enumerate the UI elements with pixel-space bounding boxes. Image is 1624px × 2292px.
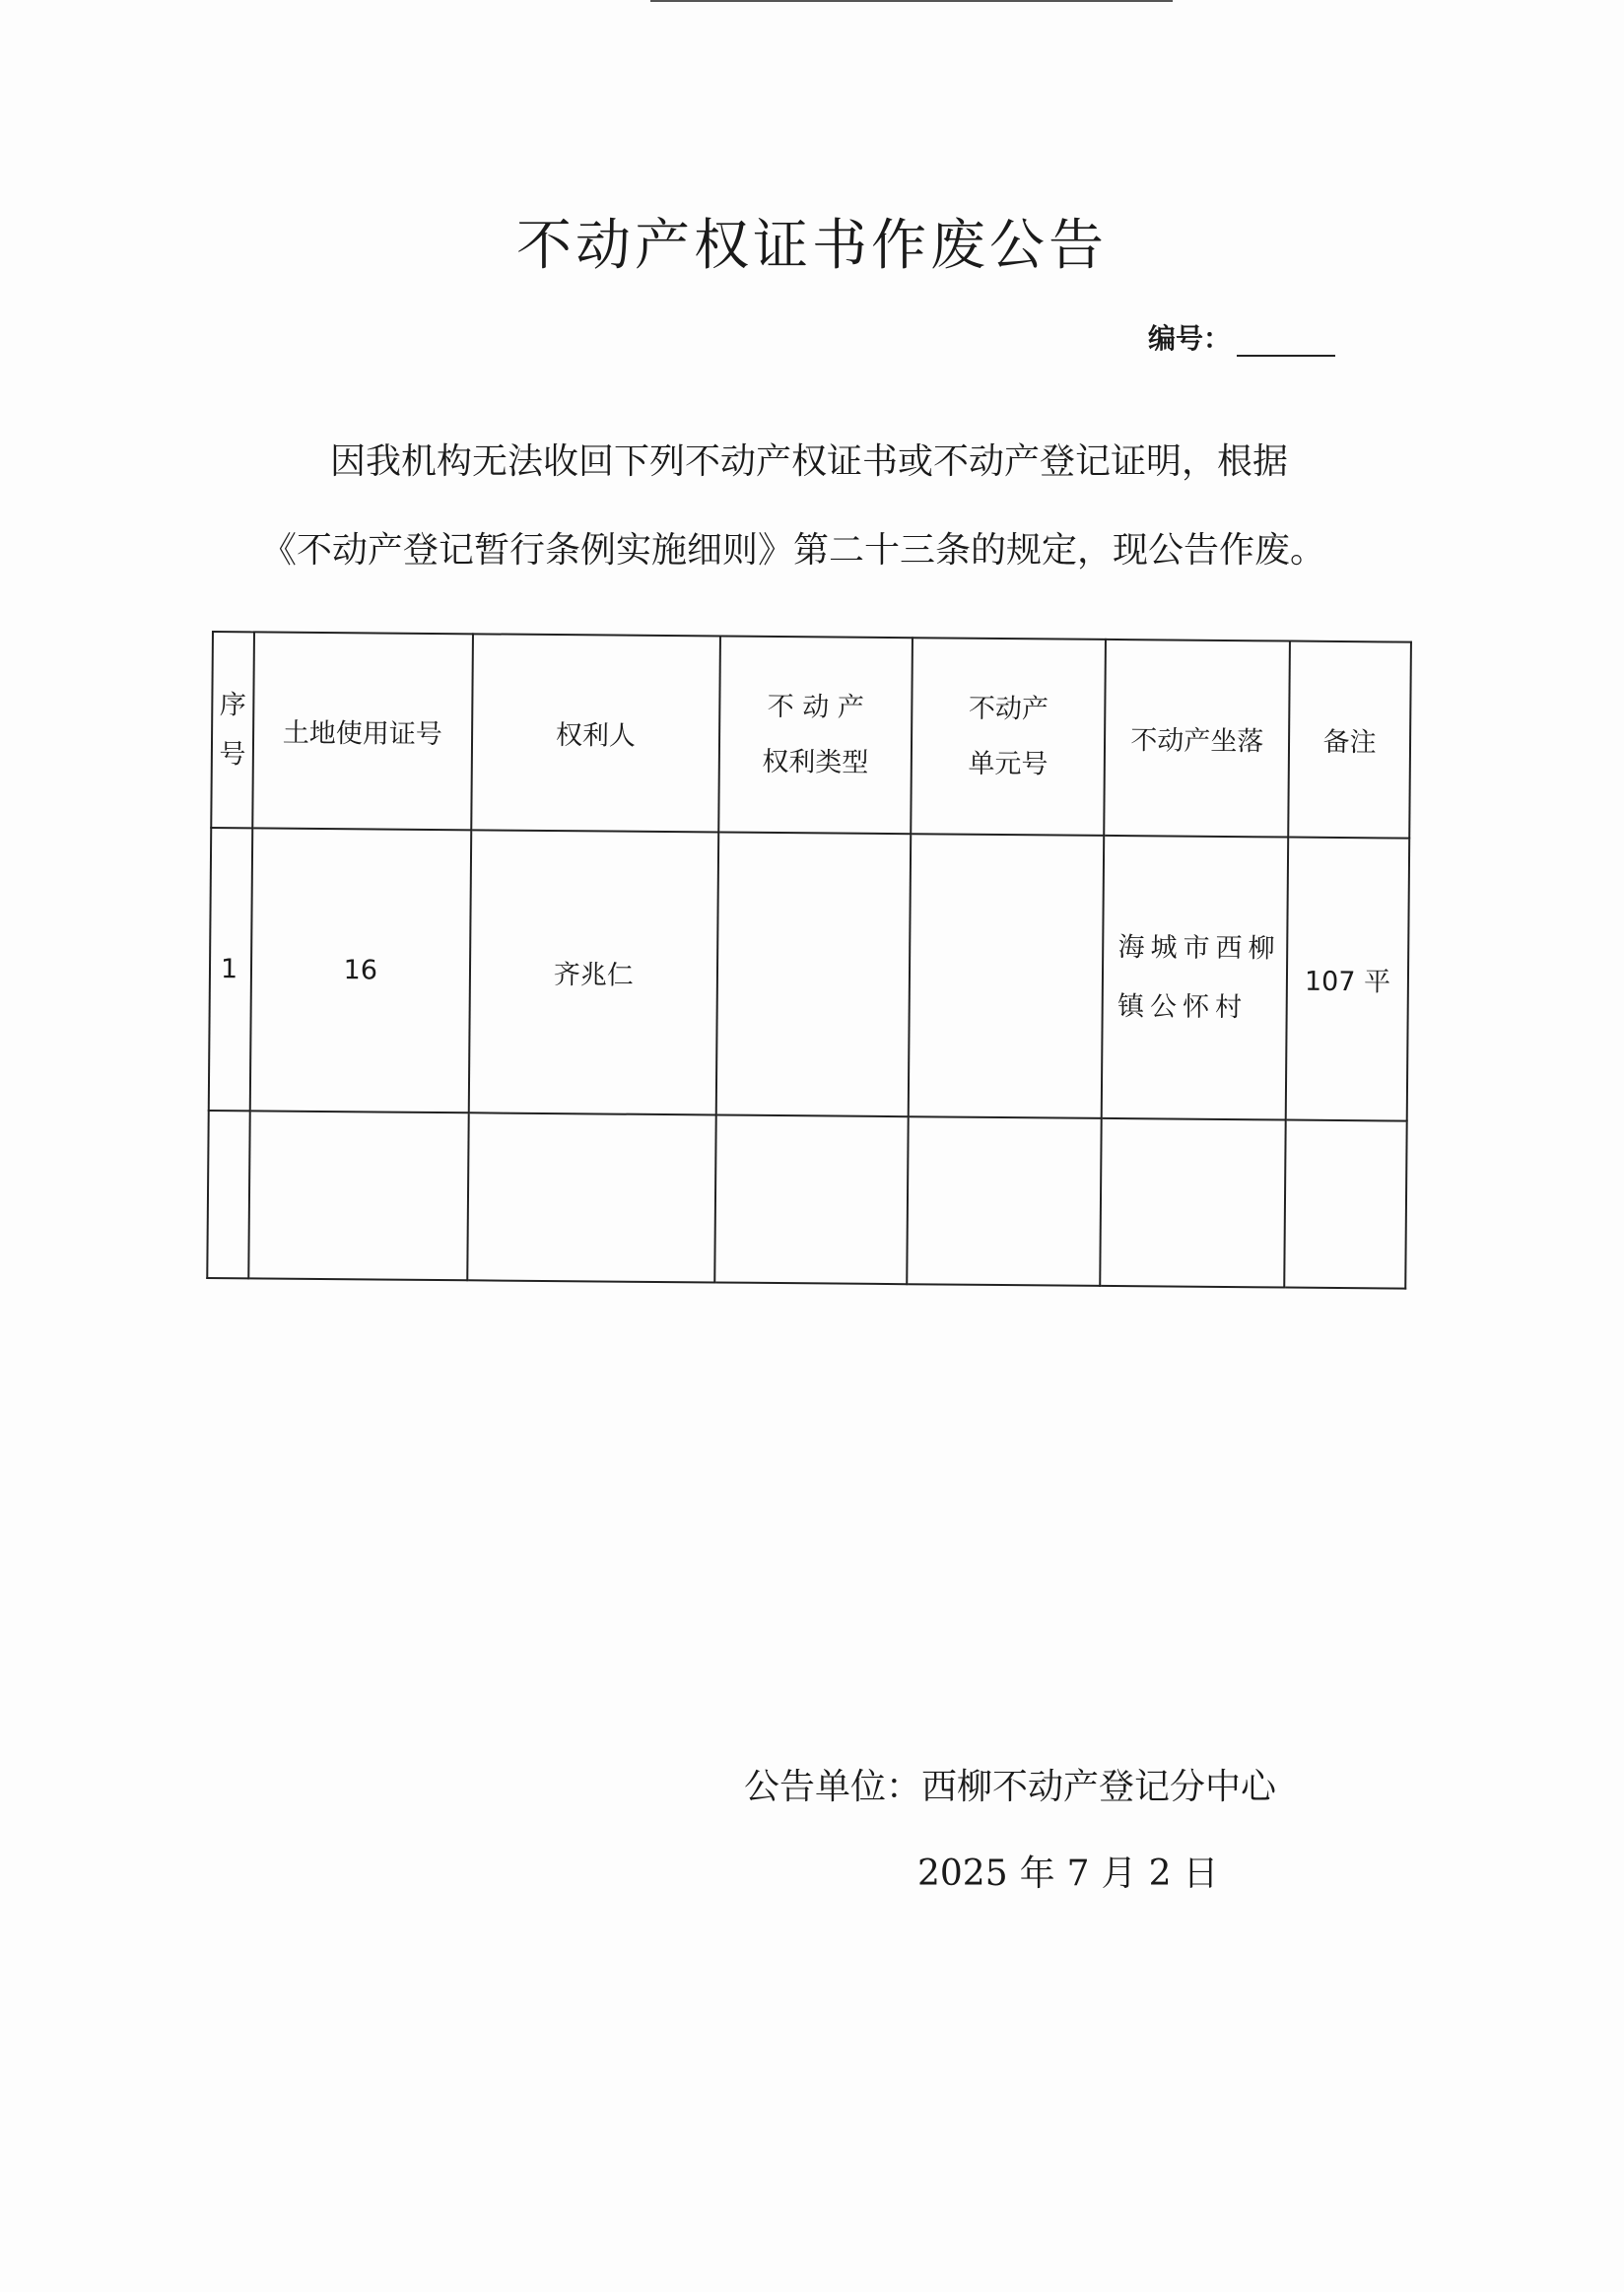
issuing-unit: 公告单位：西柳不动产登记分中心 [744, 1767, 1277, 1807]
cell-location [1101, 1118, 1286, 1288]
header-location: 不动产坐落 [1105, 640, 1290, 838]
serial-number [1148, 317, 1335, 357]
header-unit-no-top: 不动产 [968, 693, 1049, 724]
header-seq-bottom: 号 [219, 738, 246, 770]
serial-blank [1237, 329, 1335, 357]
date-day-suffix: 日 [1183, 1854, 1219, 1894]
cell-location-line1 [1116, 1202, 1284, 1203]
header-holder: 权利人 [471, 634, 720, 832]
cell-seq: 1 [209, 828, 252, 1111]
header-seq [211, 632, 254, 828]
cell-holder: 齐兆仁 [468, 830, 718, 1114]
page-top-edge [650, 0, 1173, 2]
notice-table-container [206, 631, 1412, 1290]
header-remark: 备注 [1288, 641, 1411, 839]
header-right-type-bottom: 权利类型 [762, 746, 869, 778]
date-day: 2 [1148, 1854, 1172, 1894]
cell-location-line1: 海城市西柳 [1117, 931, 1281, 964]
table-row [209, 828, 1409, 1121]
page-title: 不动产权证书作废公告 [516, 214, 1108, 278]
header-right-type-top: 不 动 产 [767, 691, 864, 723]
cell-land-cert: 16 [250, 828, 471, 1112]
notice-paragraph-line1: 因我机构无法收回下列不动产权证书或不动产登记证明，根据 [330, 441, 1289, 482]
cell-unit-no [907, 1116, 1102, 1286]
cell-location-line2 [1116, 1202, 1284, 1203]
cell-land-cert [248, 1111, 468, 1280]
cell-remark: 107 平 [1286, 838, 1409, 1121]
date-year-suffix: 年 [1019, 1854, 1055, 1894]
cell-seq [207, 1111, 249, 1278]
header-unit-no-bottom: 单元号 [968, 748, 1049, 779]
table-header-row [211, 632, 1411, 839]
header-land-cert: 土地使用证号 [252, 632, 472, 830]
header-unit-no [911, 638, 1106, 836]
cell-right-type [714, 1114, 908, 1284]
header-right-type [718, 637, 912, 835]
cell-location-line2: 镇公怀村 [1116, 990, 1249, 1023]
date-month-suffix: 月 [1101, 1854, 1137, 1894]
header-seq-top: 序 [219, 689, 246, 720]
issue-date [912, 1846, 1224, 1896]
cell-holder [467, 1112, 716, 1282]
serial-label: 编号： [1148, 322, 1232, 355]
table-row [207, 1111, 1406, 1289]
date-month: 7 [1066, 1854, 1090, 1894]
cell-remark [1284, 1120, 1406, 1289]
cell-location [1102, 836, 1288, 1120]
date-year: 2025 [917, 1854, 1008, 1894]
notice-paragraph-line2: 《不动产登记暂行条例实施细则》第二十三条的规定，现公告作废。 [261, 530, 1326, 571]
notice-table [206, 631, 1412, 1290]
cell-right-type [716, 832, 911, 1116]
cell-unit-no [908, 834, 1104, 1118]
